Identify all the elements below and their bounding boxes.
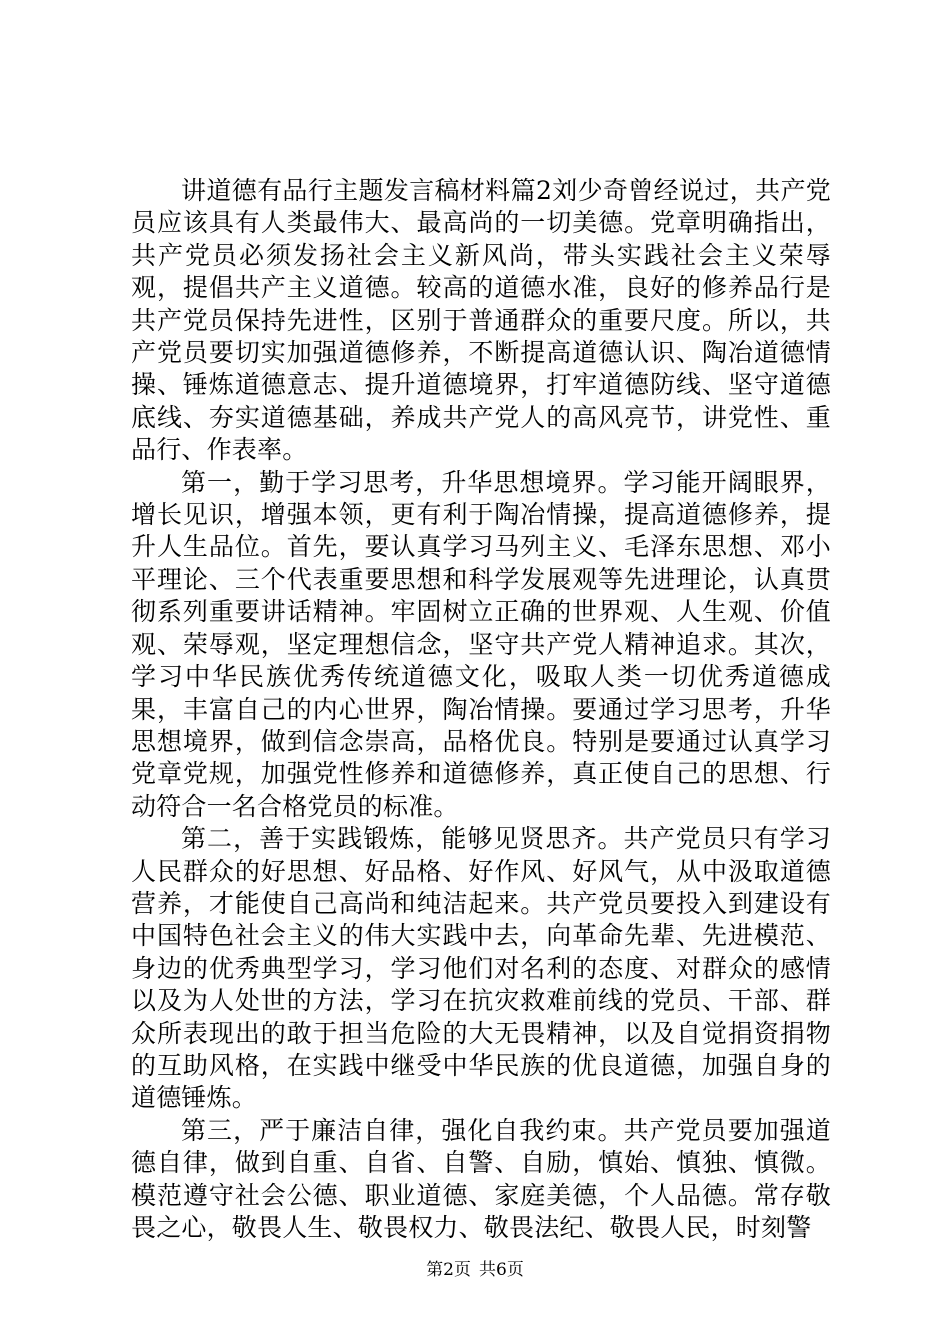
page-number: 第2页 [426,1260,471,1280]
page-total: 共6页 [479,1260,524,1280]
paragraph-first: 第一，勤于学习思考，升华思想境界。学习能开阔眼界，增长见识，增强本领，更有利于陶冶情操，提高道德修养，提升人生品位。首先，要认真学习马列主义、毛泽东思想、邓小平理论、三个代表重要思想和科学发展观等先进理论，认真贯彻系列重要讲话精神。牢固树立正确的世界观、人生观、价值观、荣辱观，坚定理想信念，坚守共产党人精神追求。其次，学习中华民族优秀传统道德文化，吸取人类一切优秀道德成果，丰富自己的内心世界，陶冶情操。要通过学习思考，升华思想境界，做到信念崇高，品格优良。特别是要通过认真学习党章党规，加强党性修养和道德修养，真正使自己的思想、行动符合一名合格党员的标准。 [131,467,831,821]
page-footer [0,1258,950,1282]
paragraph-intro: 讲道德有品行主题发言稿材料篇2刘少奇曾经说过，共产党员应该具有人类最伟大、最高尚的一切美德。党章明确指出，共产党员必须发扬社会主义新风尚，带头实践社会主义荣辱观，提倡共产主义道德。较高的道德水准，良好的修养品行是共产党员保持先进性，区别于普通群众的重要尺度。所以，共产党员要切实加强道德修养，不断提高道德认识、陶冶道德情操、锤炼道德意志、提升道德境界，打牢道德防线、坚守道德底线、夯实道德基础，养成共产党人的高风亮节，讲党性、重品行、作表率。 [131,176,831,465]
paragraph-second: 第二，善于实践锻炼，能够见贤思齐。共产党员只有学习人民群众的好思想、好品格、好作风、好风气，从中汲取道德营养，才能使自己高尚和纯洁起来。共产党员要投入到建设有中国特色社会主义的伟大实践中去，向革命先辈、先进模范、身边的优秀典型学习，学习他们对名利的态度、对群众的感情以及为人处世的方法，学习在抗灾救难前线的党员、干部、群众所表现出的敢于担当危险的大无畏精神，以及自觉捐资捐物的互助风格，在实践中继受中华民族的优良道德，加强自身的道德锤炼。 [131,824,831,1113]
paragraph-third: 第三，严于廉洁自律，强化自我约束。共产党员要加强道德自律，做到自重、自省、自警、自励，慎始、慎独、慎微。模范遵守社会公德、职业道德、家庭美德，个人品德。常存敬畏之心，敬畏人生、敬畏权力、敬畏法纪、敬畏人民，时刻警 [131,1115,831,1242]
document-body [131,175,831,1244]
